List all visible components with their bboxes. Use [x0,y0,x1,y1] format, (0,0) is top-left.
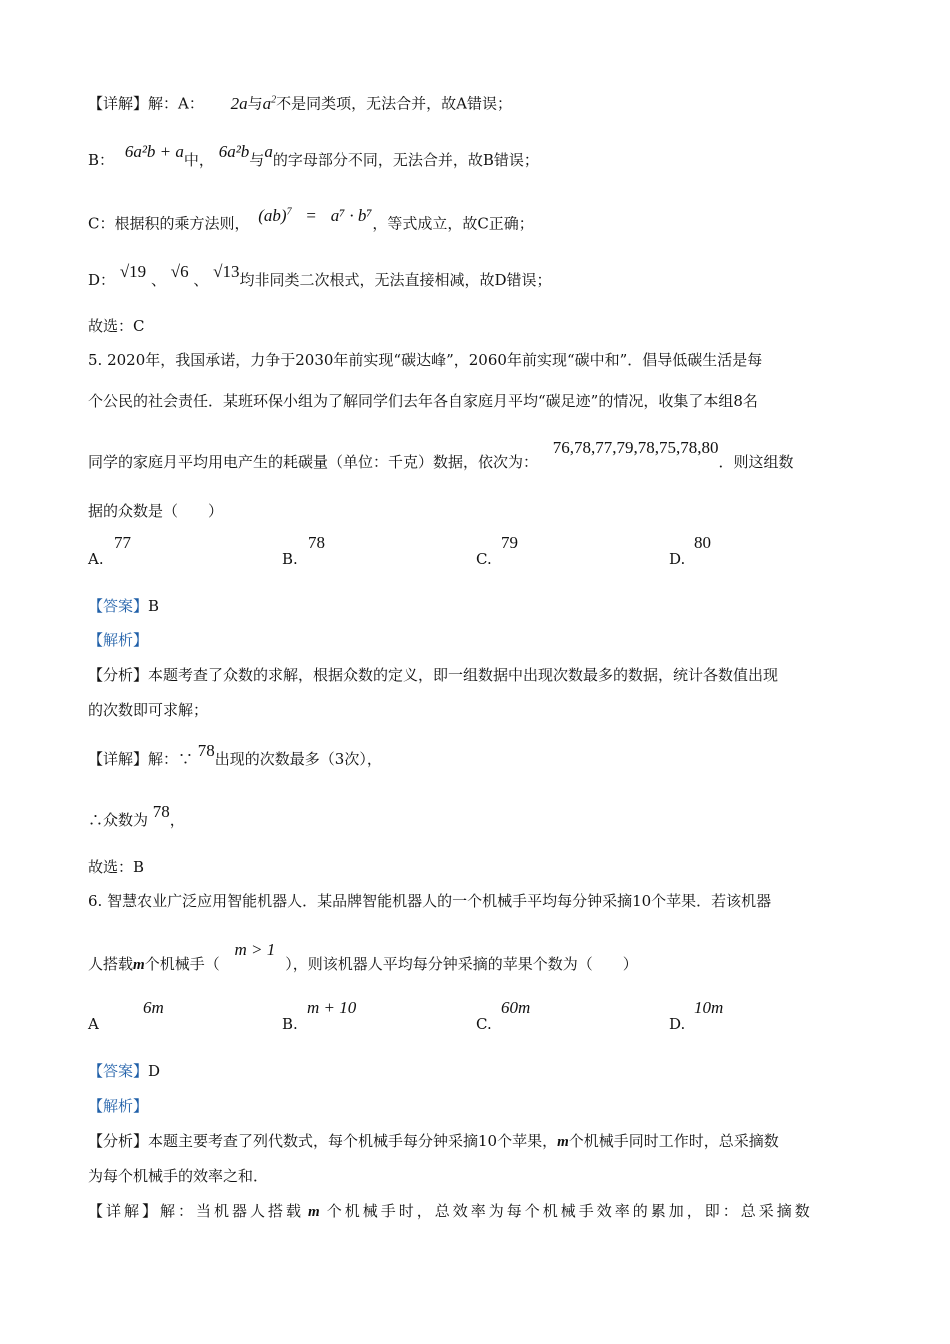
q6-answer-tag: 【答案】 [88,1062,149,1080]
q5-detail-value: 78 [197,741,215,760]
math-sqrt-6: √6 [170,262,189,281]
q5-option-c-label: C. [476,550,492,568]
q6-analysis-tag: 【解析】 [88,1097,149,1115]
q5-conclusion-value: 78 [152,802,170,821]
q6-option-d-value: 10m [694,998,724,1017]
q5-detail-line [88,741,382,769]
q5-detail-prefix: 【详解】解：∵ [88,750,194,768]
solution-b-mid1: 中， [183,151,214,169]
q6-option-b-value: m + 10 [307,998,357,1017]
q5-stem-3-prefix: 同学的家庭月平均用电产生的耗碳量（单位：千克）数据，依次为： [88,453,539,471]
q6-stem-2-mid: 个机械手（ [144,955,220,973]
q6-answer [88,1061,160,1081]
math-exponent: 2 [271,94,277,105]
q6-option-c-label: C. [476,1015,492,1033]
solution-d-prefix: D： [88,271,116,289]
q5-answer-tag: 【答案】 [88,597,149,615]
q6-option-b-label: B. [282,1015,298,1033]
q5-analysis-tag: 【解析】 [88,631,149,649]
q6-condition: m > 1 [234,940,276,959]
q5-stem-3-suffix: ．则这组数 [718,453,794,471]
solution-line-b [88,142,539,170]
math-2a: 2a [230,93,248,113]
q5-option-a-label: A. [88,550,104,568]
q6-stem-line-2 [88,940,638,975]
math-equals: = [306,205,316,225]
q5-conclusion-suffix: ， [169,811,185,829]
q6-option-d-label: D. [669,1015,686,1033]
q5-option-b-value: 78 [308,533,325,552]
separator: 、 [150,271,166,289]
solution-b-prefix: B： [88,151,115,169]
q5-conclusion-line [88,802,185,830]
q6-option-a-value: 6m [143,998,164,1017]
solution-line-c [88,205,534,234]
q5-conclusion-prefix: ∴众数为 [88,811,149,829]
q6-detail-prefix: 【详解】解：当机器人搭载 [88,1202,305,1220]
solution-c-text: ，等式成立，故C正确； [372,214,534,233]
q5-option-a-value: 77 [114,533,131,552]
solution-c-prefix: C：根据积的乘方法则， [88,214,250,233]
math-exponent: 7 [286,206,292,217]
q5-choice-line: 故选：B [88,858,145,876]
q6-detail-line [88,1201,813,1222]
q6-stem-2-prefix: 人搭载 [88,955,134,973]
math-a7-b7: a⁷ · b⁷ [330,205,373,225]
solution-line-a [88,90,512,114]
q6-analysis-1-suffix: 个机械手同时工作时，总采摘数 [568,1132,779,1150]
solution-line-d [88,262,552,290]
q6-stem-line-1: 6. 智慧农业广泛应用智能机器人．某品牌智能机器人的一个机械手平均每分钟采摘10个苹果．若该机器 [88,892,772,910]
solution-d-text: 均非同类二次根式，无法直接相减，故D错误； [239,271,552,289]
q6-answer-value: D [148,1062,161,1080]
math-6a2b-plus-a: 6a²b + a [124,142,184,161]
q5-analysis-line-1: 【分析】本题考查了众数的求解，根据众数的定义，即一组数据中出现次数最多的数据，统计各数值出现 [88,666,779,684]
q5-analysis-line-2: 的次数即可求解； [88,701,209,719]
q5-option-d-value: 80 [694,533,711,552]
q6-analysis-line-1 [88,1131,779,1152]
q5-data-values: 76,78,77,79,78,75,78,80 [552,438,719,457]
math-ab-power [258,206,291,225]
q6-detail-text: 个机械手时，总效率为每个机械手效率的累加，即：总采摘数 [326,1202,813,1220]
math-a-squared [263,94,277,113]
q6-detail-variable-m: m [308,1204,323,1220]
solution-b-mid2: 与 [249,151,265,169]
q5-option-c-value: 79 [501,533,518,552]
solution-a-text: 不是同类项，无法合并，故A错误； [276,94,512,113]
q6-stem-2-suffix: ），则该机器人平均每分钟采摘的苹果个数为（ ） [285,955,638,973]
solution-a-mid: 与 [247,94,263,113]
solution-a-prefix: 【详解】解：A： [88,94,204,113]
math-sqrt-19: √19 [119,262,147,281]
q5-answer-value: B [148,597,160,615]
math-a: a [262,93,272,113]
q6-variable-m: m [133,957,145,973]
q6-analysis-variable-m: m [557,1134,569,1150]
q5-stem-line-3 [88,438,794,472]
q6-analysis-1-prefix: 【分析】本题主要考查了列代数式，每个机械手每分钟采摘10个苹果， [88,1132,558,1150]
math-a: a [264,142,273,161]
separator: 、 [193,271,209,289]
math-sqrt-13: √13 [213,262,240,281]
q6-option-a-label: A [88,1015,99,1033]
q5-answer [88,596,159,616]
q6-option-c-value: 60m [501,998,531,1017]
math-ab: (ab) [258,205,287,225]
q5-stem-line-1: 5. 2020年，我国承诺，力争于2030年前实现“碳达峰”，2060年前实现“碳中和”．倡导低碳生活是每 [88,351,763,369]
q5-stem-line-2: 个公民的社会责任．某班环保小组为了解同学们去年各自家庭月平均“碳足迹”的情况，收集了本组8名 [88,392,758,410]
q5-option-d-label: D. [669,550,686,568]
q6-analysis-line-2: 为每个机械手的效率之和． [88,1167,269,1185]
choice-line: 故选：C [88,317,145,335]
math-6a2b: 6a²b [218,142,250,161]
q5-detail-text: 出现的次数最多（3次）， [214,750,382,768]
q5-option-b-label: B. [282,550,298,568]
q5-stem-line-4: 据的众数是（ ） [88,502,224,520]
solution-b-text: 的字母部分不同，无法合并，故B错误； [272,151,539,169]
